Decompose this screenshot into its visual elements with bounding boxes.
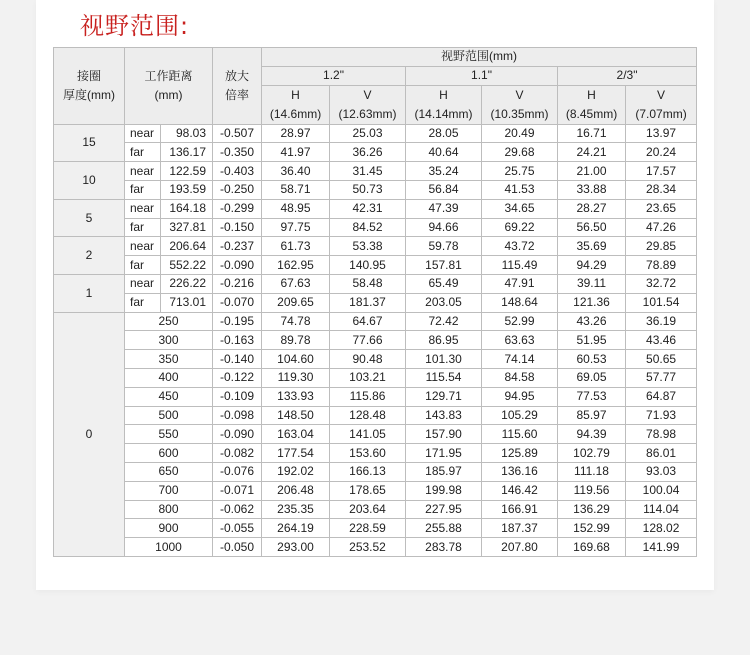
table-row <box>54 519 697 538</box>
distance-cell: 800 <box>125 500 213 519</box>
fov-value-cell: 74.14 <box>482 350 558 369</box>
fov-value-cell: 48.95 <box>262 199 330 218</box>
fov-value-cell: 69.05 <box>558 368 626 387</box>
magnification-header-line2: 倍率 <box>225 87 250 102</box>
fov-value-cell: 178.65 <box>330 481 406 500</box>
magnification-cell: -0.150 <box>213 218 262 237</box>
distance-cell: 193.59 <box>161 180 213 199</box>
fov-value-cell: 206.48 <box>262 481 330 500</box>
fov-value-cell: 85.97 <box>558 406 626 425</box>
fov-value-cell: 152.99 <box>558 519 626 538</box>
fov-value-cell: 33.88 <box>558 180 626 199</box>
thickness-cell: 1 <box>54 274 125 312</box>
magnification-cell: -0.140 <box>213 350 262 369</box>
h-header <box>558 85 626 124</box>
fov-value-cell: 43.26 <box>558 312 626 331</box>
fov-value-cell: 67.63 <box>262 274 330 293</box>
fov-value-cell: 35.24 <box>406 162 482 181</box>
fov-value-cell: 181.37 <box>330 293 406 312</box>
fov-value-cell: 20.24 <box>626 143 697 162</box>
fov-value-cell: 64.87 <box>626 387 697 406</box>
fov-value-cell: 199.98 <box>406 481 482 500</box>
table-row <box>54 444 697 463</box>
fov-value-cell: 40.64 <box>406 143 482 162</box>
magnification-cell: -0.050 <box>213 538 262 557</box>
fov-value-cell: 253.52 <box>330 538 406 557</box>
magnification-cell: -0.071 <box>213 481 262 500</box>
fov-value-cell: 52.99 <box>482 312 558 331</box>
fov-value-cell: 136.16 <box>482 462 558 481</box>
fov-value-cell: 203.05 <box>406 293 482 312</box>
thickness-cell: 5 <box>54 199 125 237</box>
fov-value-cell: 32.72 <box>626 274 697 293</box>
fov-value-cell: 71.93 <box>626 406 697 425</box>
fov-value-cell: 63.63 <box>482 331 558 350</box>
v-label: V <box>363 87 372 102</box>
fov-value-cell: 187.37 <box>482 519 558 538</box>
magnification-cell: -0.507 <box>213 124 262 143</box>
distance-header <box>125 48 213 125</box>
fov-value-cell: 28.97 <box>262 124 330 143</box>
table-row <box>54 538 697 557</box>
fov-value-cell: 185.97 <box>406 462 482 481</box>
fov-value-cell: 28.34 <box>626 180 697 199</box>
distance-cell: 327.81 <box>161 218 213 237</box>
near-far-cell: near <box>125 124 161 143</box>
fov-value-cell: 121.36 <box>558 293 626 312</box>
h-label: H <box>587 87 596 102</box>
fov-value-cell: 115.60 <box>482 425 558 444</box>
fov-value-cell: 103.21 <box>330 368 406 387</box>
fov-value-cell: 24.21 <box>558 143 626 162</box>
fov-value-cell: 94.66 <box>406 218 482 237</box>
fov-value-cell: 100.04 <box>626 481 697 500</box>
thickness-cell: 2 <box>54 237 125 275</box>
magnification-cell: -0.062 <box>213 500 262 519</box>
fov-value-cell: 129.71 <box>406 387 482 406</box>
fov-value-cell: 101.30 <box>406 350 482 369</box>
fov-value-cell: 42.31 <box>330 199 406 218</box>
near-far-cell: far <box>125 256 161 275</box>
distance-cell: 136.17 <box>161 143 213 162</box>
magnification-cell: -0.122 <box>213 368 262 387</box>
fov-value-cell: 43.72 <box>482 237 558 256</box>
fov-value-cell: 115.86 <box>330 387 406 406</box>
fov-value-cell: 13.97 <box>626 124 697 143</box>
distance-cell: 650 <box>125 462 213 481</box>
table-row <box>54 331 697 350</box>
fov-value-cell: 34.65 <box>482 199 558 218</box>
magnification-cell: -0.195 <box>213 312 262 331</box>
magnification-cell: -0.109 <box>213 387 262 406</box>
fov-value-cell: 283.78 <box>406 538 482 557</box>
thickness-header <box>54 48 125 125</box>
table-row <box>54 350 697 369</box>
table-row <box>54 481 697 500</box>
fov-value-cell: 21.00 <box>558 162 626 181</box>
fov-value-cell: 60.53 <box>558 350 626 369</box>
fov-value-cell: 171.95 <box>406 444 482 463</box>
fov-value-cell: 228.59 <box>330 519 406 538</box>
fov-value-cell: 47.26 <box>626 218 697 237</box>
thickness-header-line2: 厚度(mm) <box>63 87 115 102</box>
table-row <box>54 124 697 143</box>
magnification-cell: -0.250 <box>213 180 262 199</box>
table-row <box>54 293 697 312</box>
table-row <box>54 218 697 237</box>
page-title: 视野范围: <box>80 12 190 40</box>
table-row <box>54 237 697 256</box>
fov-value-cell: 101.54 <box>626 293 697 312</box>
magnification-header <box>213 48 262 125</box>
table-row <box>54 368 697 387</box>
fov-value-cell: 207.80 <box>482 538 558 557</box>
fov-value-cell: 84.58 <box>482 368 558 387</box>
table-row <box>54 425 697 444</box>
fov-value-cell: 72.42 <box>406 312 482 331</box>
table-row <box>54 500 697 519</box>
fov-value-cell: 169.68 <box>558 538 626 557</box>
v-header <box>626 85 697 124</box>
fov-value-cell: 209.65 <box>262 293 330 312</box>
fov-value-cell: 105.29 <box>482 406 558 425</box>
magnification-cell: -0.076 <box>213 462 262 481</box>
magnification-cell: -0.299 <box>213 199 262 218</box>
distance-cell: 400 <box>125 368 213 387</box>
thickness-cell: 10 <box>54 162 125 200</box>
h-size: (8.45mm) <box>565 106 618 121</box>
fov-value-cell: 143.83 <box>406 406 482 425</box>
fov-value-cell: 177.54 <box>262 444 330 463</box>
fov-value-cell: 58.48 <box>330 274 406 293</box>
fov-value-cell: 293.00 <box>262 538 330 557</box>
v-size: (10.35mm) <box>490 106 549 121</box>
fov-value-cell: 141.05 <box>330 425 406 444</box>
distance-cell: 350 <box>125 350 213 369</box>
distance-cell: 226.22 <box>161 274 213 293</box>
h-header <box>406 85 482 124</box>
fov-value-cell: 36.19 <box>626 312 697 331</box>
near-far-cell: near <box>125 274 161 293</box>
fov-value-cell: 141.99 <box>626 538 697 557</box>
near-far-cell: near <box>125 199 161 218</box>
magnification-cell: -0.055 <box>213 519 262 538</box>
fov-value-cell: 65.49 <box>406 274 482 293</box>
distance-cell: 600 <box>125 444 213 463</box>
fov-value-cell: 94.95 <box>482 387 558 406</box>
distance-cell: 98.03 <box>161 124 213 143</box>
fov-value-cell: 47.39 <box>406 199 482 218</box>
table-header <box>54 48 697 125</box>
fov-value-cell: 56.50 <box>558 218 626 237</box>
fov-value-cell: 163.04 <box>262 425 330 444</box>
table-row <box>54 162 697 181</box>
fov-value-cell: 136.29 <box>558 500 626 519</box>
fov-value-cell: 146.42 <box>482 481 558 500</box>
fov-value-cell: 29.68 <box>482 143 558 162</box>
fov-value-cell: 192.02 <box>262 462 330 481</box>
fov-value-cell: 94.39 <box>558 425 626 444</box>
fov-value-cell: 23.65 <box>626 199 697 218</box>
fov-value-cell: 128.02 <box>626 519 697 538</box>
fov-value-cell: 93.03 <box>626 462 697 481</box>
magnification-cell: -0.098 <box>213 406 262 425</box>
table-row <box>54 387 697 406</box>
fov-value-cell: 227.95 <box>406 500 482 519</box>
fov-value-cell: 162.95 <box>262 256 330 275</box>
fov-value-cell: 53.38 <box>330 237 406 256</box>
v-header <box>330 85 406 124</box>
magnification-header-line1: 放大 <box>225 68 250 83</box>
fov-value-cell: 133.93 <box>262 387 330 406</box>
fov-value-cell: 58.71 <box>262 180 330 199</box>
magnification-cell: -0.163 <box>213 331 262 350</box>
fov-value-cell: 115.54 <box>406 368 482 387</box>
fov-value-cell: 56.84 <box>406 180 482 199</box>
fov-value-cell: 264.19 <box>262 519 330 538</box>
magnification-cell: -0.090 <box>213 256 262 275</box>
fov-value-cell: 41.53 <box>482 180 558 199</box>
v-label: V <box>515 87 524 102</box>
fov-value-cell: 77.53 <box>558 387 626 406</box>
fov-value-cell: 102.79 <box>558 444 626 463</box>
fov-value-cell: 89.78 <box>262 331 330 350</box>
fov-value-cell: 36.26 <box>330 143 406 162</box>
distance-cell: 700 <box>125 481 213 500</box>
near-far-cell: far <box>125 180 161 199</box>
sensor-header: 2/3" <box>558 66 697 85</box>
v-size: (12.63mm) <box>338 106 397 121</box>
fov-value-cell: 90.48 <box>330 350 406 369</box>
magnification-cell: -0.350 <box>213 143 262 162</box>
v-size: (7.07mm) <box>635 106 687 121</box>
distance-cell: 1000 <box>125 538 213 557</box>
table-row <box>54 312 697 331</box>
fov-value-cell: 84.52 <box>330 218 406 237</box>
sensor-header: 1.2" <box>262 66 406 85</box>
distance-header-line2: (mm) <box>154 87 183 102</box>
fov-value-cell: 28.27 <box>558 199 626 218</box>
distance-cell: 206.64 <box>161 237 213 256</box>
field-of-view-table <box>53 47 697 557</box>
fov-header: 视野范围(mm) <box>262 48 697 67</box>
fov-value-cell: 28.05 <box>406 124 482 143</box>
thickness-cell: 15 <box>54 124 125 162</box>
fov-value-cell: 59.78 <box>406 237 482 256</box>
fov-value-cell: 153.60 <box>330 444 406 463</box>
fov-value-cell: 29.85 <box>626 237 697 256</box>
fov-value-cell: 77.66 <box>330 331 406 350</box>
fov-value-cell: 157.90 <box>406 425 482 444</box>
near-far-cell: far <box>125 218 161 237</box>
thickness-header-line1: 接圈 <box>76 68 101 83</box>
table-row <box>54 256 697 275</box>
fov-value-cell: 114.04 <box>626 500 697 519</box>
fov-value-cell: 157.81 <box>406 256 482 275</box>
fov-value-cell: 61.73 <box>262 237 330 256</box>
fov-value-cell: 125.89 <box>482 444 558 463</box>
magnification-cell: -0.070 <box>213 293 262 312</box>
fov-value-cell: 78.98 <box>626 425 697 444</box>
near-far-cell: far <box>125 143 161 162</box>
fov-value-cell: 69.22 <box>482 218 558 237</box>
table-row <box>54 462 697 481</box>
table-row <box>54 199 697 218</box>
fov-value-cell: 166.91 <box>482 500 558 519</box>
fov-value-cell: 235.35 <box>262 500 330 519</box>
fov-value-cell: 41.97 <box>262 143 330 162</box>
fov-value-cell: 115.49 <box>482 256 558 275</box>
fov-value-cell: 35.69 <box>558 237 626 256</box>
fov-value-cell: 47.91 <box>482 274 558 293</box>
distance-cell: 550 <box>125 425 213 444</box>
distance-cell: 450 <box>125 387 213 406</box>
distance-cell: 164.18 <box>161 199 213 218</box>
h-label: H <box>439 87 448 102</box>
table-row <box>54 143 697 162</box>
fov-value-cell: 119.30 <box>262 368 330 387</box>
distance-header-line1: 工作距离 <box>144 68 193 83</box>
fov-value-cell: 104.60 <box>262 350 330 369</box>
v-header <box>482 85 558 124</box>
fov-value-cell: 255.88 <box>406 519 482 538</box>
fov-value-cell: 119.56 <box>558 481 626 500</box>
fov-value-cell: 36.40 <box>262 162 330 181</box>
table-row <box>54 406 697 425</box>
distance-cell: 122.59 <box>161 162 213 181</box>
fov-value-cell: 50.73 <box>330 180 406 199</box>
fov-value-cell: 17.57 <box>626 162 697 181</box>
distance-cell: 713.01 <box>161 293 213 312</box>
fov-value-cell: 203.64 <box>330 500 406 519</box>
v-label: V <box>657 87 666 102</box>
fov-value-cell: 86.95 <box>406 331 482 350</box>
fov-value-cell: 74.78 <box>262 312 330 331</box>
fov-value-cell: 64.67 <box>330 312 406 331</box>
fov-value-cell: 94.29 <box>558 256 626 275</box>
near-far-cell: near <box>125 237 161 256</box>
fov-value-cell: 111.18 <box>558 462 626 481</box>
fov-value-cell: 78.89 <box>626 256 697 275</box>
magnification-cell: -0.082 <box>213 444 262 463</box>
distance-cell: 250 <box>125 312 213 331</box>
thickness-cell: 0 <box>54 312 125 556</box>
fov-value-cell: 20.49 <box>482 124 558 143</box>
fov-value-cell: 31.45 <box>330 162 406 181</box>
magnification-cell: -0.090 <box>213 425 262 444</box>
h-label: H <box>291 87 300 102</box>
magnification-cell: -0.237 <box>213 237 262 256</box>
fov-value-cell: 148.64 <box>482 293 558 312</box>
fov-value-cell: 51.95 <box>558 331 626 350</box>
table-row <box>54 274 697 293</box>
near-far-cell: near <box>125 162 161 181</box>
h-size: (14.14mm) <box>414 106 473 121</box>
distance-cell: 300 <box>125 331 213 350</box>
fov-value-cell: 97.75 <box>262 218 330 237</box>
fov-value-cell: 140.95 <box>330 256 406 275</box>
fov-value-cell: 166.13 <box>330 462 406 481</box>
fov-value-cell: 39.11 <box>558 274 626 293</box>
h-size: (14.6mm) <box>269 106 322 121</box>
h-header <box>262 85 330 124</box>
fov-value-cell: 128.48 <box>330 406 406 425</box>
fov-value-cell: 148.50 <box>262 406 330 425</box>
sensor-header: 1.1" <box>406 66 558 85</box>
fov-value-cell: 86.01 <box>626 444 697 463</box>
fov-value-cell: 25.03 <box>330 124 406 143</box>
fov-value-cell: 43.46 <box>626 331 697 350</box>
fov-value-cell: 16.71 <box>558 124 626 143</box>
table-row <box>54 180 697 199</box>
distance-cell: 900 <box>125 519 213 538</box>
magnification-cell: -0.216 <box>213 274 262 293</box>
near-far-cell: far <box>125 293 161 312</box>
distance-cell: 500 <box>125 406 213 425</box>
table-body <box>54 124 697 556</box>
fov-value-cell: 25.75 <box>482 162 558 181</box>
fov-value-cell: 50.65 <box>626 350 697 369</box>
magnification-cell: -0.403 <box>213 162 262 181</box>
fov-value-cell: 57.77 <box>626 368 697 387</box>
distance-cell: 552.22 <box>161 256 213 275</box>
